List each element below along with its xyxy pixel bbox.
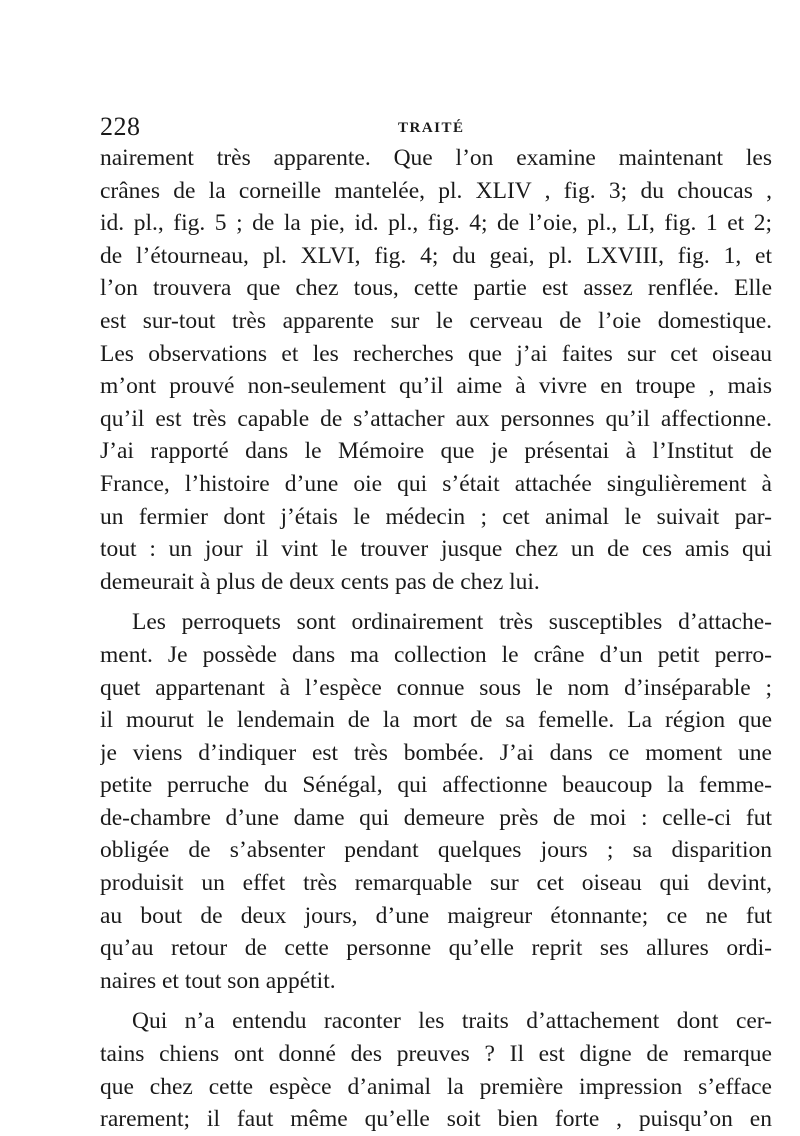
text-line: France, l’histoire d’une oie qui s’était attachée singulièrement à <box>100 470 772 497</box>
text-line: est sur-tout très apparente sur le cerveau de l’oie domestique. <box>100 307 772 334</box>
text-line: demeurait à plus de deux cents pas de chez lui. <box>100 568 540 595</box>
text-line: rarement; il faut même qu’elle soit bien forte , puisqu’on en <box>100 1106 772 1133</box>
text-line: m’ont prouvé non-seulement qu’il aime à vivre en troupe , mais <box>100 373 772 400</box>
text-line: petite perruche du Sénégal, qui affectionne beaucoup la femme- <box>100 772 772 799</box>
paragraph-1 <box>100 142 772 598</box>
text-line: tains chiens ont donné des preuves ? Il est digne de remarque <box>100 1041 772 1068</box>
text-line: Qui n’a entendu raconter les traits d’attachement dont cer- <box>132 1008 772 1035</box>
text-line: de-chambre d’une dame qui demeure près de moi : celle-ci fut <box>100 804 772 831</box>
text-line: ment. Je possède dans ma collection le crâne d’un petit perro- <box>100 641 772 668</box>
paragraph-2 <box>100 606 772 997</box>
paragraph-gap <box>100 598 772 606</box>
text-line: nairement très apparente. Que l’on examine maintenant les <box>100 145 772 171</box>
text-line: tout : un jour il vint le trouver jusque chez un de ces amis qui <box>100 536 772 563</box>
text-line: au bout de deux jours, d’une maigreur étonnante; ce ne fut <box>100 902 772 929</box>
text-line: que chez cette espèce d’animal la première impression s’efface <box>100 1073 772 1100</box>
body-text <box>100 142 772 1136</box>
page-number: 228 <box>100 112 141 141</box>
text-line: de l’étourneau, pl. XLVI, fig. 4; du geai, pl. LXVIII, fig. 1, et <box>100 242 772 269</box>
paragraph-gap <box>100 997 772 1005</box>
text-line: qu’au retour de cette personne qu’elle reprit ses allures ordi- <box>100 935 772 962</box>
text-line: naires et tout son appétit. <box>100 967 336 994</box>
text-line: l’on trouvera que chez tous, cette partie est assez renflée. Elle <box>100 275 772 302</box>
paragraph-3 <box>100 1005 772 1135</box>
text-line: je viens d’indiquer est très bombée. J’ai dans ce moment une <box>100 739 772 766</box>
text-line: Les observations et les recherches que j’ai faites sur cet oiseau <box>100 340 772 367</box>
text-line: obligée de s’absenter pendant quelques jours ; sa disparition <box>100 837 772 864</box>
text-line: qu’il est très capable de s’attacher aux personnes qu’il affectionne. <box>100 405 772 432</box>
text-line: Les perroquets sont ordinairement très susceptibles d’attache- <box>132 609 772 636</box>
running-head: TRAITÉ <box>398 120 465 136</box>
text-line: crânes de la corneille mantelée, pl. XLIV , fig. 3; du choucas , <box>100 177 772 204</box>
text-line: il mourut le lendemain de la mort de sa femelle. La région que <box>100 707 772 734</box>
text-line: J’ai rapporté dans le Mémoire que je présentai à l’Institut de <box>100 438 772 465</box>
text-line: id. pl., fig. 5 ; de la pie, id. pl., fig. 4; de l’oie, pl., LI, fig. 1 et 2; <box>100 210 772 237</box>
text-line: quet appartenant à l’espèce connue sous le nom d’inséparable ; <box>100 674 772 701</box>
text-line: un fermier dont j’étais le médecin ; cet animal le suivait par- <box>100 503 772 530</box>
text-line: produisit un effet très remarquable sur cet oiseau qui devint, <box>100 870 772 897</box>
